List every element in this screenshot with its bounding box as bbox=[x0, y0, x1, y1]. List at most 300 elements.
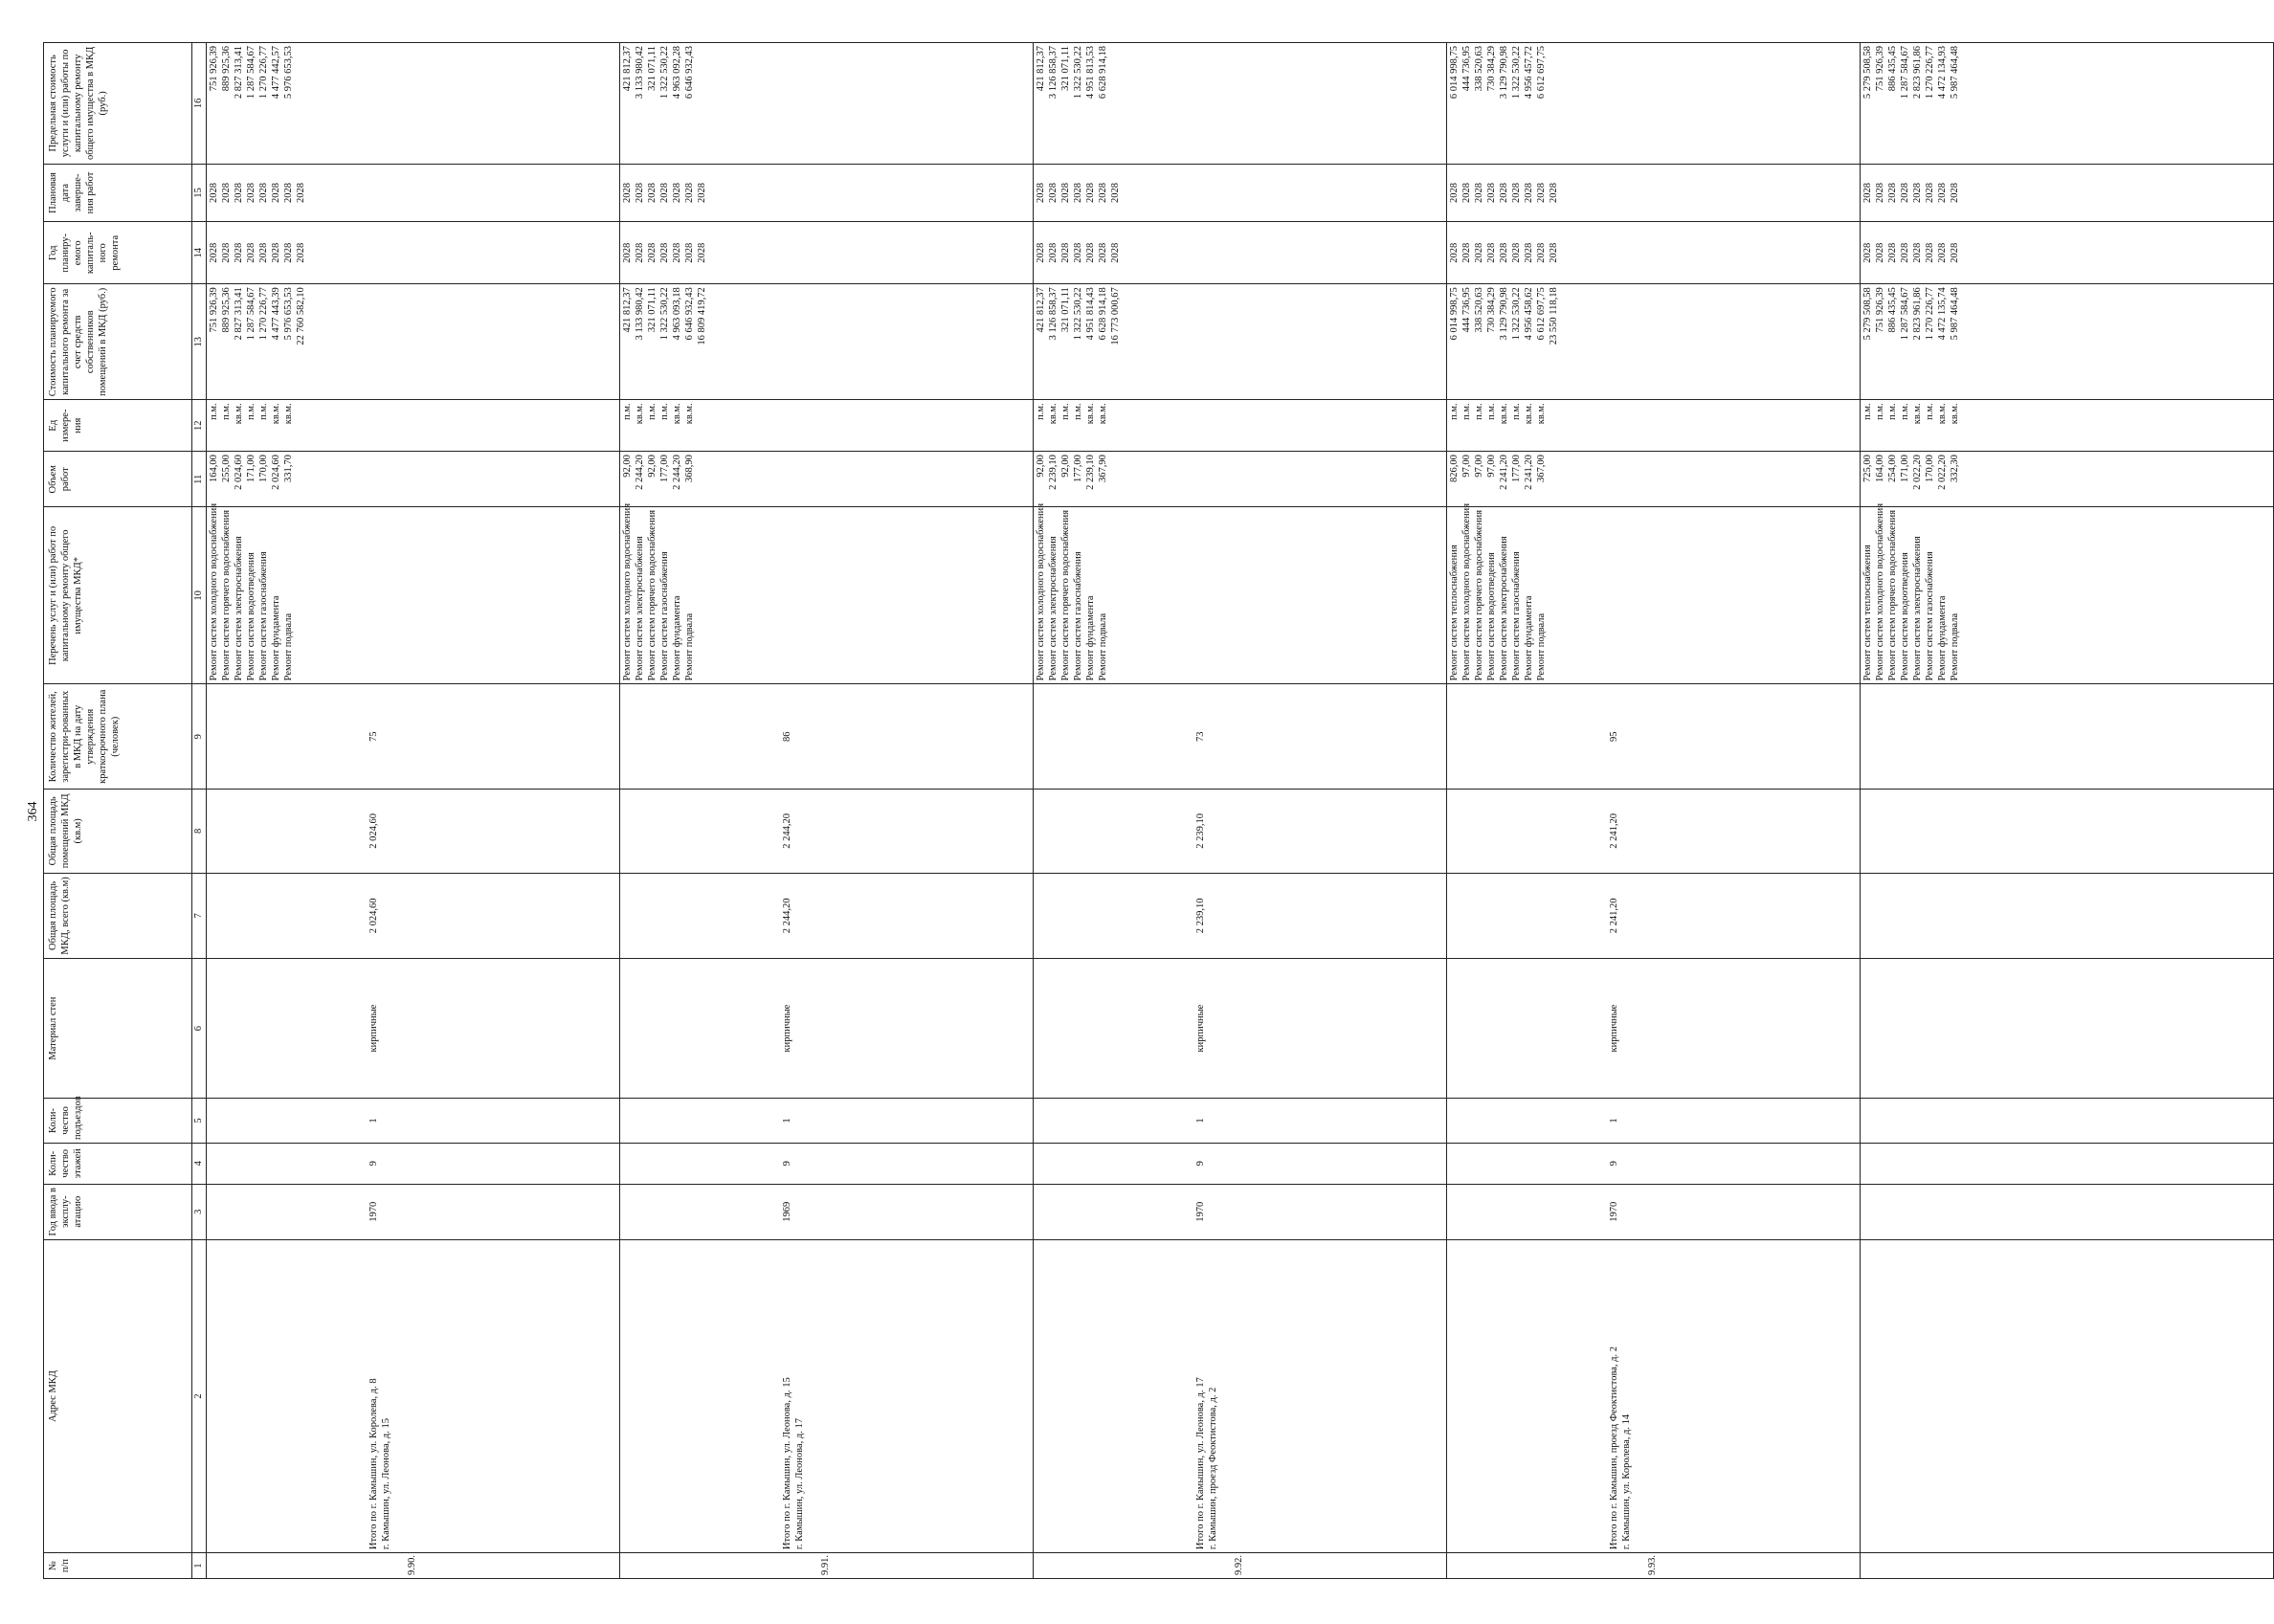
limit-value: 6 014 998,75 bbox=[1449, 46, 1460, 100]
table-row bbox=[1034, 43, 1447, 1579]
cost-value: 6 646 932,43 bbox=[684, 287, 695, 341]
year-of-commissioning: 1970 bbox=[1034, 1184, 1447, 1239]
limit-value: 889 925,36 bbox=[221, 46, 232, 92]
unit-value: п.м. bbox=[1862, 403, 1873, 420]
limit-value: 321 071,11 bbox=[1060, 46, 1071, 91]
work-item: Ремонт систем холодного водоснабжения bbox=[622, 502, 633, 681]
limit-value: 5 987 464,48 bbox=[1950, 46, 1960, 100]
limit-value: 2 827 313,41 bbox=[234, 46, 244, 100]
cost-value: 1 322 530,22 bbox=[1511, 287, 1522, 341]
completion-years bbox=[620, 164, 1034, 222]
entrances: 1 bbox=[207, 1098, 620, 1143]
cost-value: 6 628 914,18 bbox=[1098, 287, 1108, 341]
column-number: 14 bbox=[192, 222, 207, 284]
cost-value: 3 126 858,37 bbox=[1048, 287, 1059, 341]
limit-value: 2 823 961,86 bbox=[1912, 46, 1923, 100]
cost-value: 321 071,11 bbox=[1060, 287, 1071, 333]
work-item: Ремонт подвала bbox=[1536, 612, 1547, 681]
repair-year: 2028 bbox=[271, 242, 281, 263]
completion-years bbox=[207, 164, 620, 222]
volume-value: 170,00 bbox=[258, 455, 269, 482]
limit-value: 4 963 092,28 bbox=[672, 46, 682, 100]
units bbox=[1447, 400, 1861, 452]
unit-value: п.м. bbox=[246, 403, 256, 420]
volume-value: 97,00 bbox=[1461, 455, 1472, 478]
unit-value: кв.м. bbox=[1499, 403, 1509, 425]
work-item: Ремонт систем горячего водоснабжения bbox=[1060, 509, 1071, 681]
limit-costs bbox=[1447, 43, 1861, 165]
year-of-commissioning: 1970 bbox=[207, 1184, 620, 1239]
limit-value: 444 736,95 bbox=[1461, 46, 1472, 92]
header-col-10: Перечень услуг и (или) работ по капитальному ремонту общего имущества МКД* bbox=[44, 507, 192, 684]
cost-value: 1 322 530,22 bbox=[659, 287, 670, 341]
volume-value: 97,00 bbox=[1486, 455, 1497, 478]
row-number: 9.93. bbox=[1447, 1553, 1861, 1579]
unit-value: п.м. bbox=[1036, 403, 1046, 420]
repair-year: 2028 bbox=[1060, 242, 1071, 263]
repair-year: 2028 bbox=[1875, 242, 1885, 263]
address-cell bbox=[207, 1239, 620, 1552]
unit-value: п.м. bbox=[1900, 403, 1910, 420]
unit-value: п.м. bbox=[1449, 403, 1460, 420]
works-list bbox=[1034, 502, 1447, 684]
volumes bbox=[207, 452, 620, 507]
completion-year: 2028 bbox=[1912, 183, 1923, 204]
limit-value: 6 612 697,75 bbox=[1536, 46, 1547, 100]
limit-value: 4 956 457,72 bbox=[1524, 46, 1534, 100]
completion-year: 2028 bbox=[1461, 183, 1472, 204]
work-item: Ремонт подвала bbox=[1950, 612, 1960, 681]
floors: 9 bbox=[1034, 1143, 1447, 1184]
repair-years bbox=[207, 222, 620, 284]
unit-value: кв.м. bbox=[684, 403, 695, 425]
completion-year: 2028 bbox=[1036, 183, 1046, 204]
residents: 95 bbox=[1447, 684, 1861, 790]
work-item: Ремонт систем горячего водоснабжения bbox=[1474, 509, 1484, 681]
volume-value: 97,00 bbox=[1474, 455, 1484, 478]
completion-year: 2028 bbox=[1862, 183, 1873, 204]
row-number bbox=[1861, 1553, 2274, 1579]
volume-value: 2 241,20 bbox=[1524, 455, 1534, 490]
unit-value: кв.м. bbox=[234, 403, 244, 425]
header-col-9: Количество жителей, зарегистри-рованных в МКД на дату утверждения краткосрочного плана (человек) bbox=[44, 684, 192, 790]
unit-value: п.м. bbox=[1060, 403, 1071, 420]
repair-years bbox=[1447, 222, 1861, 284]
volumes bbox=[620, 452, 1034, 507]
unit-value: кв.м. bbox=[1937, 403, 1948, 425]
volume-value: 725,00 bbox=[1862, 455, 1873, 482]
volume-value: 2 024,60 bbox=[234, 455, 244, 490]
table-row bbox=[1447, 43, 1861, 1579]
total-label: Итого по г. Камышин, проезд Феоктистова, д. 2 bbox=[1609, 1346, 1619, 1550]
repair-year: 2028 bbox=[1499, 242, 1509, 263]
cost-value: 1 287 584,67 bbox=[246, 287, 256, 341]
completion-year: 2028 bbox=[1937, 183, 1948, 204]
unit-value: п.м. bbox=[1474, 403, 1484, 420]
entrances: 1 bbox=[620, 1098, 1034, 1143]
table-row bbox=[620, 43, 1034, 1579]
wall-material: кирпичные bbox=[1034, 959, 1447, 1099]
header-col-14: Год планиру-емого капиталь-ного ремонта bbox=[44, 222, 192, 284]
completion-year: 2028 bbox=[647, 183, 658, 204]
works-list bbox=[1447, 502, 1861, 684]
work-item: Ремонт систем газоснабжения bbox=[659, 551, 670, 681]
address: г. Камышин, ул. Леонова, д. 17 bbox=[794, 1418, 805, 1550]
volume-value: 2 244,20 bbox=[672, 455, 682, 490]
header-col-11: Объем работ bbox=[44, 452, 192, 507]
cost-value: 321 071,11 bbox=[647, 287, 658, 333]
unit-value: п.м. bbox=[1073, 403, 1083, 420]
cost-value: 1 287 584,67 bbox=[1900, 287, 1910, 341]
repair-year: 2028 bbox=[258, 242, 269, 263]
work-item: Ремонт систем водоотведения bbox=[1900, 552, 1910, 681]
cost-value: 421 812,37 bbox=[1036, 287, 1046, 333]
repair-year: 2028 bbox=[622, 242, 633, 263]
limit-costs bbox=[1861, 43, 2274, 165]
repair-year: 2028 bbox=[1536, 242, 1547, 263]
unit-value: кв.м. bbox=[271, 403, 281, 425]
column-number: 15 bbox=[192, 164, 207, 222]
header-col-5: Коли-чество подъездов bbox=[44, 1098, 192, 1143]
page-number: 364 bbox=[26, 801, 40, 822]
work-item: Ремонт систем электроснабжения bbox=[1048, 536, 1059, 681]
completion-year: 2028 bbox=[1900, 183, 1910, 204]
table-row bbox=[1861, 43, 2274, 1579]
entrances: 1 bbox=[1034, 1098, 1447, 1143]
limit-value: 1 270 226,77 bbox=[258, 46, 269, 100]
row-number: 9.92. bbox=[1034, 1553, 1447, 1579]
completion-year: 2028 bbox=[659, 183, 670, 204]
address-cell bbox=[620, 1239, 1034, 1552]
unit-value: п.м. bbox=[258, 403, 269, 420]
column-number: 5 bbox=[192, 1098, 207, 1143]
volume-value: 367,00 bbox=[1536, 455, 1547, 482]
completion-year: 2028 bbox=[684, 183, 695, 204]
volumes bbox=[1034, 452, 1447, 507]
completion-year: 2028 bbox=[258, 183, 269, 204]
unit-value: п.м. bbox=[221, 403, 232, 420]
repair-year: 2028 bbox=[1110, 242, 1121, 263]
limit-value: 3 126 858,37 bbox=[1048, 46, 1059, 100]
cost-value: 2 823 961,86 bbox=[1912, 287, 1923, 341]
limit-value: 6 628 914,18 bbox=[1098, 46, 1108, 100]
repair-year: 2028 bbox=[1912, 242, 1923, 263]
cost-value: 2 827 313,41 bbox=[234, 287, 244, 341]
cost-value: 338 520,63 bbox=[1474, 287, 1484, 333]
unit-value: п.м. bbox=[659, 403, 670, 420]
completion-year: 2028 bbox=[1073, 183, 1083, 204]
unit-value: кв.м. bbox=[1536, 403, 1547, 425]
cost-value: 421 812,37 bbox=[622, 287, 633, 333]
unit-value: кв.м. bbox=[283, 403, 294, 425]
repair-year: 2028 bbox=[221, 242, 232, 263]
cost-value: 4 951 814,43 bbox=[1085, 287, 1096, 341]
column-number: 11 bbox=[192, 452, 207, 507]
completion-year: 2028 bbox=[1511, 183, 1522, 204]
table-row bbox=[207, 43, 620, 1579]
cost-value: 444 736,95 bbox=[1461, 287, 1472, 333]
wall-material: кирпичные bbox=[1447, 959, 1861, 1099]
costs bbox=[620, 284, 1034, 400]
cost-value: 5 976 653,53 bbox=[283, 287, 294, 341]
volume-value: 164,00 bbox=[209, 455, 219, 482]
repair-year: 2028 bbox=[296, 242, 306, 263]
area-rooms: 2 241,20 bbox=[1447, 790, 1861, 873]
volume-value: 826,00 bbox=[1449, 455, 1460, 482]
cost-value: 751 926,39 bbox=[209, 287, 219, 333]
header-col-3: Год ввода в эксплу-атацию bbox=[44, 1184, 192, 1239]
limit-value: 1 322 530,22 bbox=[659, 46, 670, 100]
limit-costs bbox=[620, 43, 1034, 165]
cost-value: 5 279 508,58 bbox=[1862, 287, 1873, 341]
limit-value: 421 812,37 bbox=[1036, 46, 1046, 92]
work-item: Ремонт систем теплоснабжения bbox=[1449, 545, 1460, 681]
works-list bbox=[1861, 502, 2274, 684]
limit-value: 5 976 653,53 bbox=[283, 46, 294, 100]
work-item: Ремонт систем электроснабжения bbox=[1499, 536, 1509, 681]
work-item: Ремонт систем газоснабжения bbox=[1511, 551, 1522, 681]
unit-value: кв.м. bbox=[635, 403, 645, 425]
completion-year: 2028 bbox=[1499, 183, 1509, 204]
work-item: Ремонт систем холодного водоснабжения bbox=[209, 502, 219, 681]
completion-year: 2028 bbox=[234, 183, 244, 204]
column-number: 3 bbox=[192, 1184, 207, 1239]
header-col-12: Ед измере-ния bbox=[44, 400, 192, 452]
address: г. Камышин, проезд Феоктистова, д. 2 bbox=[1208, 1387, 1218, 1550]
unit-value: п.м. bbox=[647, 403, 658, 420]
repair-year: 2028 bbox=[1461, 242, 1472, 263]
limit-value: 730 384,29 bbox=[1486, 46, 1497, 92]
completion-years bbox=[1447, 164, 1861, 222]
repair-year: 2028 bbox=[647, 242, 658, 263]
cost-value: 3 129 790,98 bbox=[1499, 287, 1509, 341]
volume-value: 254,00 bbox=[1887, 455, 1898, 482]
repair-year: 2028 bbox=[209, 242, 219, 263]
unit-value: п.м. bbox=[1486, 403, 1497, 420]
units bbox=[1861, 400, 2274, 452]
completion-year: 2028 bbox=[209, 183, 219, 204]
completion-year: 2028 bbox=[697, 183, 707, 204]
capital-repair-table bbox=[43, 42, 2274, 1579]
column-number: 13 bbox=[192, 284, 207, 400]
total-cost: 22 760 582,10 bbox=[296, 287, 306, 345]
completion-year: 2028 bbox=[1887, 183, 1898, 204]
cost-value: 4 477 443,39 bbox=[271, 287, 281, 341]
work-item: Ремонт систем холодного водоснабжения bbox=[1875, 502, 1885, 681]
column-number-row bbox=[192, 43, 207, 1579]
repair-year: 2028 bbox=[1073, 242, 1083, 263]
unit-value: п.м. bbox=[1887, 403, 1898, 420]
unit-value: кв.м. bbox=[1048, 403, 1059, 425]
column-number: 10 bbox=[192, 507, 207, 684]
volume-value: 2 239,10 bbox=[1048, 455, 1059, 490]
column-number: 7 bbox=[192, 873, 207, 959]
header-col-13: Стоимость планируемого капитального ремонта за счет средств собственников помещений в МКД (руб.) bbox=[44, 284, 192, 400]
repair-year: 2028 bbox=[1887, 242, 1898, 263]
limit-value: 1 287 584,67 bbox=[1900, 46, 1910, 100]
work-item: Ремонт фундамента bbox=[1085, 595, 1096, 681]
year-of-commissioning: 1970 bbox=[1447, 1184, 1861, 1239]
area-total: 2 244,20 bbox=[620, 873, 1034, 959]
area-rooms: 2 239,10 bbox=[1034, 790, 1447, 873]
works-list bbox=[620, 502, 1034, 684]
row-number: 9.91. bbox=[620, 1553, 1034, 1579]
volume-value: 177,00 bbox=[1511, 455, 1522, 482]
repair-year: 2028 bbox=[1925, 242, 1935, 263]
limit-value: 1 322 530,22 bbox=[1511, 46, 1522, 100]
cost-value: 730 384,29 bbox=[1486, 287, 1497, 333]
completion-year: 2028 bbox=[1536, 183, 1547, 204]
cost-value: 889 925,36 bbox=[221, 287, 232, 333]
total-label: Итого по г. Камышин, ул. Леонова, д. 17 bbox=[1195, 1377, 1206, 1550]
limit-value: 4 951 813,53 bbox=[1085, 46, 1096, 100]
volume-value: 2 022,20 bbox=[1937, 455, 1948, 490]
area-total: 2 024,60 bbox=[207, 873, 620, 959]
cost-value: 5 987 464,48 bbox=[1950, 287, 1960, 341]
cost-value: 751 926,39 bbox=[1875, 287, 1885, 333]
limit-value: 5 279 508,58 bbox=[1862, 46, 1873, 100]
floors: 9 bbox=[207, 1143, 620, 1184]
total-cost: 16 773 000,67 bbox=[1110, 287, 1121, 345]
unit-value: кв.м. bbox=[1524, 403, 1534, 425]
column-number: 6 bbox=[192, 959, 207, 1099]
units bbox=[207, 400, 620, 452]
units bbox=[1034, 400, 1447, 452]
area-total: 2 241,20 bbox=[1447, 873, 1861, 959]
header-row bbox=[44, 43, 192, 1579]
total-label: Итого по г. Камышин, ул. Леонова, д. 15 bbox=[782, 1377, 792, 1550]
repair-year: 2028 bbox=[659, 242, 670, 263]
completion-year: 2028 bbox=[246, 183, 256, 204]
volume-value: 164,00 bbox=[1875, 455, 1885, 482]
limit-value: 1 287 584,67 bbox=[246, 46, 256, 100]
repair-year: 2028 bbox=[234, 242, 244, 263]
column-number: 4 bbox=[192, 1143, 207, 1184]
header-col-7: Общая площадь МКД, всего (кв.м) bbox=[44, 873, 192, 959]
volume-value: 177,00 bbox=[659, 455, 670, 482]
column-number: 9 bbox=[192, 684, 207, 790]
completion-year: 2028 bbox=[1474, 183, 1484, 204]
completion-year: 2028 bbox=[221, 183, 232, 204]
work-item: Ремонт систем теплоснабжения bbox=[1862, 545, 1873, 681]
wall-material bbox=[1861, 959, 2274, 1099]
limit-value: 421 812,37 bbox=[622, 46, 633, 92]
header-col-1: № п/п bbox=[44, 1553, 192, 1579]
volume-value: 2 024,60 bbox=[271, 455, 281, 490]
works-list bbox=[207, 502, 620, 684]
completion-year: 2028 bbox=[1048, 183, 1059, 204]
completion-year: 2028 bbox=[296, 183, 306, 204]
repair-year: 2028 bbox=[283, 242, 294, 263]
header-col-8: Общая площадь помещений МКД (кв.м) bbox=[44, 790, 192, 873]
volume-value: 255,00 bbox=[221, 455, 232, 482]
work-item: Ремонт систем холодного водоснабжения bbox=[1461, 502, 1472, 681]
limit-value: 1 270 226,77 bbox=[1925, 46, 1935, 100]
address-cell bbox=[1447, 1239, 1861, 1552]
costs bbox=[1447, 284, 1861, 400]
completion-year: 2028 bbox=[1549, 183, 1559, 204]
year-of-commissioning bbox=[1861, 1184, 2274, 1239]
volume-value: 332,30 bbox=[1950, 455, 1960, 482]
total-label: Итого по г. Камышин, ул. Королева, д. 8 bbox=[368, 1378, 379, 1550]
limit-value: 3 133 980,42 bbox=[635, 46, 645, 100]
cost-value: 4 956 458,62 bbox=[1524, 287, 1534, 341]
limit-costs bbox=[207, 43, 620, 165]
floors: 9 bbox=[1447, 1143, 1861, 1184]
volume-value: 2 022,20 bbox=[1912, 455, 1923, 490]
limit-value: 338 520,63 bbox=[1474, 46, 1484, 92]
repair-year: 2028 bbox=[1474, 242, 1484, 263]
cost-value: 1 270 226,77 bbox=[1925, 287, 1935, 341]
unit-value: п.м. bbox=[622, 403, 633, 420]
repair-year: 2028 bbox=[1549, 242, 1559, 263]
entrances: 1 bbox=[1447, 1098, 1861, 1143]
repair-year: 2028 bbox=[635, 242, 645, 263]
volume-value: 171,00 bbox=[1900, 455, 1910, 482]
column-number: 8 bbox=[192, 790, 207, 873]
work-item: Ремонт фундамента bbox=[271, 595, 281, 681]
unit-value: п.м. bbox=[209, 403, 219, 420]
work-item: Ремонт систем газоснабжения bbox=[1925, 551, 1935, 681]
cost-value: 1 322 530,22 bbox=[1073, 287, 1083, 341]
completion-year: 2028 bbox=[672, 183, 682, 204]
limit-value: 4 472 134,93 bbox=[1937, 46, 1948, 100]
residents: 75 bbox=[207, 684, 620, 790]
unit-value: кв.м. bbox=[1912, 403, 1923, 425]
repair-year: 2028 bbox=[684, 242, 695, 263]
residents: 73 bbox=[1034, 684, 1447, 790]
unit-value: п.м. bbox=[1511, 403, 1522, 420]
units bbox=[620, 400, 1034, 452]
total-cost: 23 550 118,18 bbox=[1549, 287, 1559, 345]
work-item: Ремонт фундамента bbox=[672, 595, 682, 681]
repair-year: 2028 bbox=[1085, 242, 1096, 263]
volume-value: 367,90 bbox=[1098, 455, 1108, 482]
work-item: Ремонт систем газоснабжения bbox=[1073, 551, 1083, 681]
year-of-commissioning: 1969 bbox=[620, 1184, 1034, 1239]
limit-value: 1 322 530,22 bbox=[1073, 46, 1083, 100]
area-total: 2 239,10 bbox=[1034, 873, 1447, 959]
area-rooms: 2 024,60 bbox=[207, 790, 620, 873]
volumes bbox=[1447, 452, 1861, 507]
completion-year: 2028 bbox=[1110, 183, 1121, 204]
completion-year: 2028 bbox=[283, 183, 294, 204]
volume-value: 2 239,10 bbox=[1085, 455, 1096, 490]
total-cost: 16 809 419,72 bbox=[697, 287, 707, 345]
cost-value: 4 963 093,18 bbox=[672, 287, 682, 341]
unit-value: кв.м. bbox=[672, 403, 682, 425]
completion-year: 2028 bbox=[635, 183, 645, 204]
completion-years bbox=[1034, 164, 1447, 222]
address-cell bbox=[1034, 1239, 1447, 1552]
volume-value: 171,00 bbox=[246, 455, 256, 482]
completion-year: 2028 bbox=[1925, 183, 1935, 204]
work-item: Ремонт систем водоотведения bbox=[1486, 552, 1497, 681]
area-total bbox=[1861, 873, 2274, 959]
volume-value: 2 244,20 bbox=[635, 455, 645, 490]
volume-value: 177,00 bbox=[1073, 455, 1083, 482]
work-item: Ремонт систем горячего водоснабжения bbox=[221, 509, 232, 681]
column-number: 16 bbox=[192, 43, 207, 165]
header-col-2: Адрес МКД bbox=[44, 1239, 192, 1552]
volumes bbox=[1861, 452, 2274, 507]
header-col-4: Коли-чество этажей bbox=[44, 1143, 192, 1184]
repair-year: 2028 bbox=[1950, 242, 1960, 263]
cost-value: 6 014 998,75 bbox=[1449, 287, 1460, 341]
address: г. Камышин, ул. Леонова, д. 15 bbox=[381, 1418, 391, 1550]
residents bbox=[1861, 684, 2274, 790]
volume-value: 2 241,20 bbox=[1499, 455, 1509, 490]
